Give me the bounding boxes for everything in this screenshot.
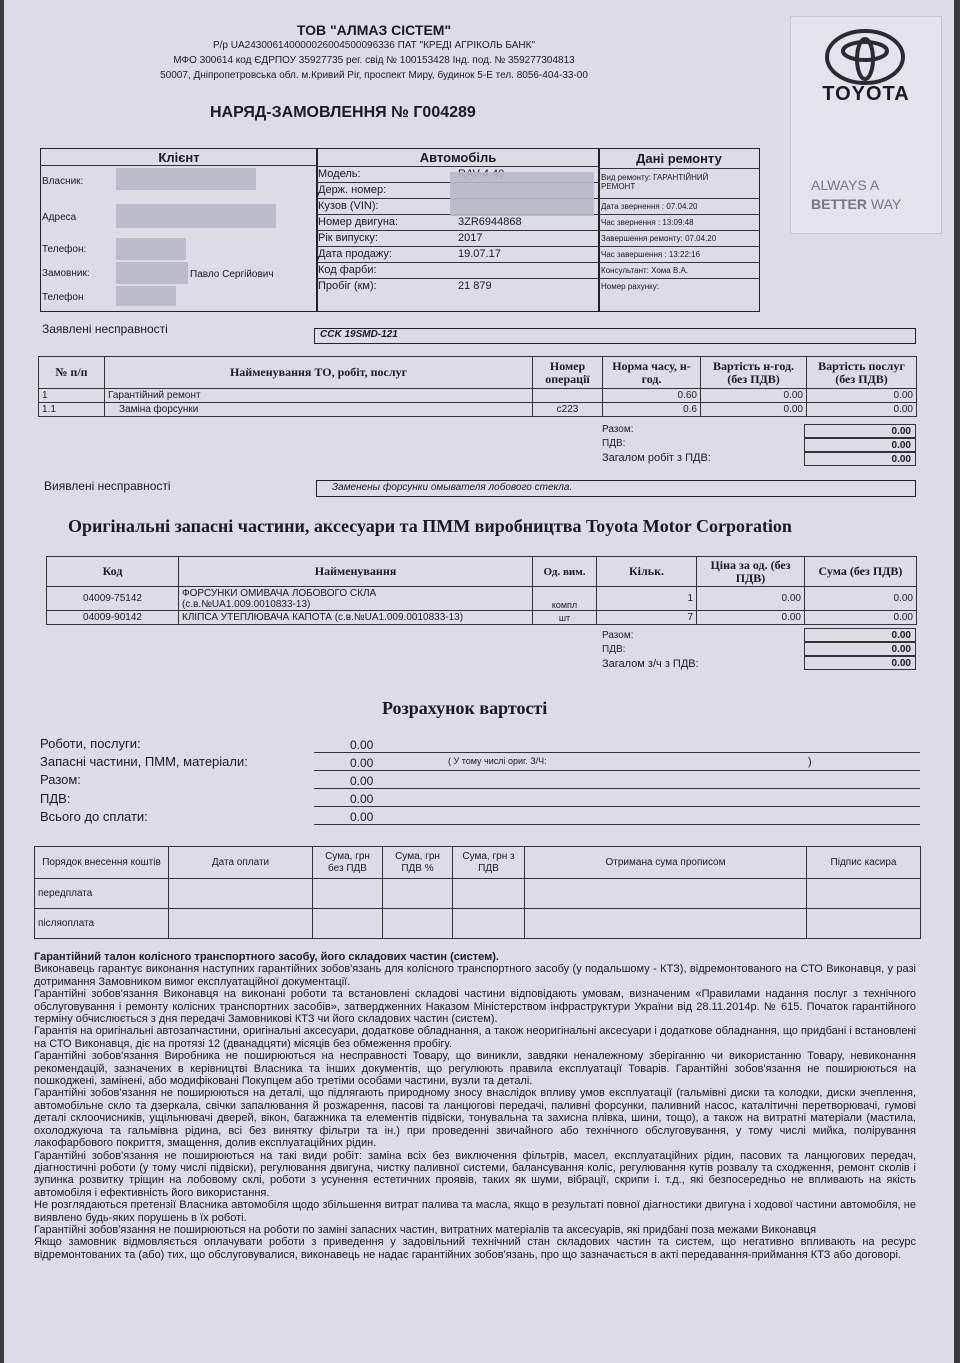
works-col-cost: Вартість послуг (без ПДВ): [807, 357, 917, 389]
terms-paragraph: Не розглядаються претензії Власника автомобіля щодо збільшення витрат палива та масла, якщо в результаті повної діагностики двигуна і ходової частини автомобіля, не виявлено будь-яких порушень в їх роботі.: [34, 1199, 916, 1224]
pay-col-words: Отримана сума прописом: [525, 847, 807, 879]
close-date: Завершення ремонту: 07.04.20: [601, 234, 717, 243]
company-name: ТОВ "АЛМАЗ СІСТЕМ": [296, 22, 452, 38]
terms-paragraph: Гарантійні зобов'язання Виконавця на виконані роботи та встановлені складові частини відповідають умовам, визначеним «Правилами надання послуг з технічного обслуговування і ремонту колісних транспортних засобів», затвердженних Наказом Міністерством інфраструктури України від 28.11.2014р. № 615. Початок гарантійного терміну обчислюється з дня передачі Замовникові КТЗ чи його складових частин (систем).: [34, 988, 916, 1026]
row-norm: 0.6: [603, 403, 701, 417]
open-date: Дата звернення : 07.04.20: [601, 202, 698, 211]
pay-col-net: Сума, грн без ПДВ: [313, 847, 383, 879]
row-num: 1.1: [39, 403, 105, 417]
consultant: Консультант: Хома В.А.: [601, 266, 689, 275]
pay-row-label: післяоплата: [35, 909, 169, 939]
calc-label-total: Всього до сплати:: [40, 809, 148, 824]
row-num: 1: [39, 389, 105, 403]
toyota-emblem-icon: [823, 27, 907, 87]
address-label: Адреса: [42, 212, 77, 223]
part-unit: компл: [533, 587, 597, 611]
works-col-rate: Вартість н-год. (без ПДВ): [701, 357, 807, 389]
calc-value-parts: 0.00: [350, 756, 374, 770]
mileage-label: Пробіг (км):: [318, 280, 377, 292]
parts-vat: 0.00: [804, 642, 916, 656]
open-time: Час звернення : 13:09:48: [601, 218, 694, 227]
works-table: [38, 356, 917, 417]
row-rate: 0.00: [701, 389, 807, 403]
redacted-phone2: [116, 286, 176, 306]
pay-col-order: Порядок внесення коштів: [35, 847, 169, 879]
pay-col-signature: Підпис касира: [807, 847, 921, 879]
year-label: Рік випуску:: [318, 232, 378, 244]
payment-header-row: [35, 847, 921, 879]
calc-label-vat: ПДВ:: [40, 791, 71, 806]
redacted-address: [116, 204, 276, 228]
repair-type-value2: РЕМОНТ: [601, 182, 636, 191]
slogan-line-1: ALWAYS A: [811, 177, 880, 193]
pay-col-gross: Сума, грн з ПДВ: [453, 847, 525, 879]
parts-table: [46, 556, 917, 625]
owner-label: Власник:: [42, 176, 84, 187]
parts-col-price: Ціна за од. (без ПДВ): [697, 557, 805, 587]
parts-title: Оригінальні запасні частини, аксесуари та ПММ виробництва Toyota Motor Corporation: [68, 516, 792, 536]
table-row: [47, 587, 917, 611]
works-col-op: Номер операції: [533, 357, 603, 389]
company-bank: Р/р UA243006140000026004500096336 ПАТ "КРЕДІ АГРІКОЛЬ БАНК": [212, 40, 536, 51]
row-cost: 0.00: [807, 389, 917, 403]
works-total: 0.00: [804, 452, 916, 466]
part-unit: шт: [533, 611, 597, 625]
works-col-num: № п/п: [39, 357, 105, 389]
parts-header-row: [47, 557, 917, 587]
calc-orig-note: ( У тому числі ориг. З/Ч:: [448, 756, 547, 766]
payment-table: [34, 846, 921, 939]
pay-col-vat: Сума, грн ПДВ %: [383, 847, 453, 879]
terms-paragraph: Гарантійні зобов'язання не поширюються на такі види робіт: заміна всіх без виключення фільтрів, масел, експлуатаційних рідин, пасових та ланцюгових передач, діагностичні роботи (у тому числі підвіски), регулювання двигуна, чистку паливної системи, балансування коліс, регулювання кутів розвалу та сходження, ремонт сколів і зупинка розвитку тріщин на лобовому склі, роботи з усунення естетичних проявів, таких як шуми, вібрації, скрипи і. т.д., які безпосередньо не впливають на якість автомобіля і ефективність його використання.: [34, 1149, 916, 1199]
table-row: [35, 909, 921, 939]
parts-vat-label: ПДВ:: [602, 644, 626, 655]
works-col-name: Найменування ТО, робіт, послуг: [105, 357, 533, 389]
parts-col-code: Код: [47, 557, 179, 587]
part-qty: 1: [597, 587, 697, 611]
declared-field: [314, 328, 916, 344]
repair-type: [601, 173, 708, 182]
part-sum: 0.00: [805, 611, 917, 625]
calc-orig-close: ): [808, 756, 812, 768]
slogan-better: BETTER: [811, 196, 867, 212]
calc-label-subtotal: Разом:: [40, 772, 81, 787]
works-vat-label: ПДВ:: [602, 438, 626, 449]
vin-label: Кузов (VIN):: [318, 200, 379, 212]
client-header: Клієнт: [158, 150, 200, 165]
calc-title: Розрахунок вартості: [382, 698, 548, 718]
terms-paragraph: Якщо замовник відмовляється оплачувати роботи з приведення у задовільний технічний стан складових частин та систем, що негативно впливають на ресурс відремонтованих та (або) тих, що обслуговувалися, виконавець не надає гарантійних зобов'язань, про що зазначається в акті передавання-приймання КТЗ або договорі.: [34, 1236, 916, 1261]
part-price: 0.00: [697, 611, 805, 625]
redacted-customer: [116, 262, 188, 284]
mileage-value: 21 879: [458, 280, 492, 292]
part-name: КЛІПСА УТЕПЛЮВАЧА КАПОТА (с.в.№UA1.009.0010833-13): [179, 611, 533, 625]
redacted-phone: [116, 238, 186, 260]
customer-label: Замовник:: [42, 268, 90, 279]
calc-value-subtotal: 0.00: [350, 774, 374, 788]
works-total-label: Загалом робіт з ПДВ:: [602, 452, 711, 464]
repair-header: Дані ремонту: [636, 151, 722, 166]
part-name: [179, 587, 533, 611]
plate-label: Держ. номер:: [318, 184, 387, 196]
part-price: 0.00: [697, 587, 805, 611]
row-norm: 0.60: [603, 389, 701, 403]
phone2-label: Телефон: [42, 292, 84, 303]
terms-paragraph: Гарантійні зобов'язання не поширюються на роботи по заміні запасних частин, витратних матеріалів та аксесуарів, які придбані поза межами Виконавця: [34, 1223, 817, 1236]
redacted-vin: [450, 172, 594, 216]
parts-col-name: Найменування: [179, 557, 533, 587]
parts-col-sum: Сума (без ПДВ): [805, 557, 917, 587]
works-col-norm: Норма часу, н-год.: [603, 357, 701, 389]
part-sum: 0.00: [805, 587, 917, 611]
declared-value: CCK 19SMD-121: [320, 329, 398, 340]
year-value: 2017: [458, 232, 483, 244]
paint-label: Код фарби:: [318, 264, 377, 276]
row-op: [533, 389, 603, 403]
parts-total: 0.00: [804, 656, 916, 670]
terms-paragraph: Гарантія на оригінальні автозапчастини, оригінальні аксесуари, додаткове обладнання, а також неоригінальні аксесуари і додаткове обладнання, що придбані і встановлені на СТО Виконавця, діє на протязі 12 (дванадцяти) місяців без обмеження пробігу.: [34, 1025, 916, 1050]
declared-label: Заявлені несправності: [42, 322, 168, 336]
pay-row-label: передплата: [35, 879, 169, 909]
document-page: [4, 0, 954, 1363]
table-row: [47, 611, 917, 625]
part-qty: 7: [597, 611, 697, 625]
model-label: Модель:: [318, 168, 361, 180]
row-name: Заміна форсунки: [105, 403, 533, 417]
terms-title: Гарантійний талон колісного транспортного засобу, його складових частин (систем).: [34, 951, 499, 963]
row-op: c223: [533, 403, 603, 417]
row-name: Гарантійний ремонт: [105, 389, 533, 403]
terms-paragraph: Гарантійні зобов'язання не поширюються на деталі, що підлягають природному зносу внаслідок впливу умов експлуатації (гальмівні диски та колодки, диски зчеплення, автомобільне скло та дзеркала, свічки запалювання й розжарення, пасові та ланцюгові передачі, паливні форсунки, паливний насос, каталітичні перетворювачі, гумові деталі склоочисників, ущільнювачі дверей, вікон, багажника та елементів підвіски, тонувальна та захисна плівка, шини, тощо), а також на витратні матеріали (мастила, охолоджуюча та гальмівна рідина, всі без винятку фільтри та ін.) при проведенні звичайного або технічного обслуговування, у тому числі мийка, полірування лакофарбового покриття, змащення, долив експлуатаційних рідин.: [34, 1087, 916, 1150]
company-mfo: МФО 300614 код ЄДРПОУ 35927735 рег. свід № 100153428 Інд. под. № 359277304813: [173, 55, 575, 66]
table-row: [35, 879, 921, 909]
repair-type-label: Вид ремонту:: [601, 173, 651, 182]
calc-label-works: Роботи, послуги:: [40, 736, 141, 751]
calc-value-total: 0.00: [350, 810, 374, 824]
works-subtotal-label: Разом:: [602, 424, 634, 435]
vehicle-header: Автомобіль: [419, 150, 497, 165]
part-code: 04009-75142: [47, 587, 179, 611]
found-label: Виявлені несправності: [44, 479, 171, 493]
calc-value-works: 0.00: [350, 738, 374, 752]
slogan-way: WAY: [870, 196, 902, 212]
close-time: Час завершення : 13:22:16: [601, 250, 701, 259]
parts-total-label: Загалом з/ч з ПДВ:: [602, 658, 699, 670]
toyota-panel: [790, 16, 942, 234]
invoice-number: Номер рахунку:: [601, 282, 659, 291]
engine-value: 3ZR6944868: [458, 216, 522, 228]
sale-date-value: 19.07.17: [458, 248, 501, 260]
calc-value-vat: 0.00: [350, 792, 374, 806]
works-vat: 0.00: [804, 438, 916, 452]
redacted-owner: [116, 168, 256, 190]
pay-col-date: Дата оплати: [169, 847, 313, 879]
found-value: Заменены форсунки омывателя лобового стекла.: [332, 482, 573, 493]
toyota-wordmark: TOYOTA: [822, 83, 910, 105]
row-cost: 0.00: [807, 403, 917, 417]
part-name-line1: ФОРСУНКИ ОМИВАЧА ЛОБОВОГО СКЛА: [182, 587, 377, 599]
table-row: [39, 389, 917, 403]
parts-col-qty: Кільк.: [597, 557, 697, 587]
part-name-line2: (с.в.№UA1.009.0010833-13): [182, 598, 311, 610]
sale-date-label: Дата продажу:: [318, 248, 392, 260]
page-title: НАРЯД-ЗАМОВЛЕННЯ № Г004289: [210, 104, 476, 121]
works-subtotal: 0.00: [804, 424, 916, 438]
row-rate: 0.00: [701, 403, 807, 417]
table-row: [39, 403, 917, 417]
calc-label-parts: Запасні частини, ПММ, матеріали:: [40, 754, 248, 769]
company-address: 50007, Дніпропетровська обл. м.Кривий Ріг, проспект Миру, будинок 5-Е тел. 8056-404-33-00: [160, 70, 588, 81]
phone-label: Телефон:: [42, 244, 87, 255]
parts-subtotal-label: Разом:: [602, 630, 634, 641]
terms-paragraph: Виконавець гарантує виконання наступних гарантійних зобов'язань для колісного транспортного засобу (у подальшому - КТЗ), відремонтованого на СТО Виконавця, у разі дотримання Замовником вимог експлуатаційної документації.: [34, 963, 916, 988]
parts-subtotal: 0.00: [804, 628, 916, 642]
customer-value: Павло Сергійович: [190, 269, 274, 280]
part-code: 04009-90142: [47, 611, 179, 625]
warranty-terms: [34, 951, 916, 1261]
works-header-row: [39, 357, 917, 389]
repair-type-value: ГАРАНТІЙНИЙ: [653, 173, 709, 182]
slogan-line-2: [811, 196, 901, 212]
parts-col-unit: Од. вим.: [533, 557, 597, 587]
terms-paragraph: Гарантійні зобов'язання Виробника не поширюються на несправності Товару, що виникли, завдяки неналежному зберіганню чи використанню Товару, невиконання рекомендацій, зазначених в керівництві Власника та інших документів, що регулюють правила експлуатації Товарів. Гарантійні зобов'язання не поширюються на пошкоджені, замінені, або модифіковані Покупцем або третіми особами частини, вузли та деталі.: [34, 1050, 916, 1088]
engine-label: Номер двигуна:: [318, 216, 399, 228]
